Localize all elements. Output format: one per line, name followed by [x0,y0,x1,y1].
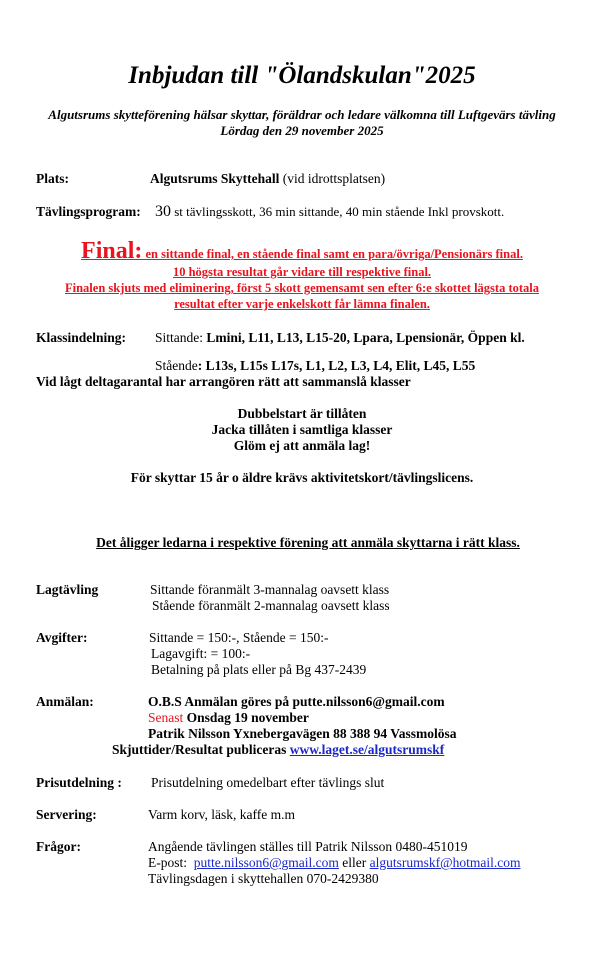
info-line4: För skyttar 15 år o äldre krävs aktivitetskort/tävlingslicens. [130,470,474,485]
results-link[interactable]: www.laget.se/algutsrumskf [289,742,445,757]
lag-line1: Sittande föranmält 3-mannalag oavsett klass [150,582,390,597]
klass-note: Vid lågt deltagarantal har arrangören rätt att sammanslå klasser [36,374,411,389]
avgifter-label: Avgifter: [36,630,88,645]
program-value [155,203,504,221]
avgifter-line1: Sittande = 150:-, Stående = 150:- [149,630,329,645]
email-link-algutsrumskf[interactable]: algutsrumskf@hotmail.com [369,855,521,870]
final-heading: Final: [81,238,143,264]
plats-value [150,171,385,187]
plats-label: Plats: [36,171,69,186]
info-line1: Dubbelstart är tillåten [237,406,367,421]
anmalan-line3: Patrik Nilsson Yxnebergavägen 88 388 94 Vassmolösa [148,726,457,741]
anmalan-line4 [112,742,444,758]
klass-label: Klassindelning: [36,330,127,345]
fragor-label: Frågor: [36,839,81,854]
fragor-line1: Angående tävlingen ställes till Patrik Nilsson 0480-451019 [148,839,468,854]
program-label: Tävlingsprogram: [36,204,141,219]
page-title: Inbjudan till "Ölandskulan"2025 [128,62,476,89]
results-text: Skjuttider/Resultat publiceras [112,742,290,757]
subtitle-date: Lördag den 29 november 2025 [220,123,384,138]
email-link-putte[interactable]: putte.nilsson6@gmail.com [193,855,339,870]
avgifter-line3: Betalning på plats eller på Bg 437-2439 [151,662,367,677]
sittande-classes: Lmini, L11, L13, L15-20, Lpara, Lpensionär, Öppen kl. [206,330,525,345]
program-number: 30 [155,203,171,220]
avgifter-line2: Lagavgift: = 100:- [151,646,251,661]
pris-text: Prisutdelning omedelbart efter tävlings slut [151,775,385,790]
eller-text: eller [338,855,370,870]
plats-name: Algutsrums Skyttehall [150,171,280,186]
fragor-line3: Tävlingsdagen i skyttehallen 070-2429380 [148,871,379,886]
senast-label: Senast [148,710,184,725]
info-line3: Glöm ej att anmäla lag! [233,438,371,453]
final-line2: 10 högsta resultat går vidare till respektive final. [172,265,432,279]
anmalan-line1: O.B.S Anmälan göres på putte.nilsson6@gmail.com [148,694,445,709]
klass-staende [155,358,475,374]
info-line2: Jacka tillåten i samtliga klasser [211,422,393,437]
anmalan-label: Anmälan: [36,694,94,709]
sittande-label: Sittande: [155,330,207,345]
staende-label: Stående [155,358,198,373]
staende-classes: : L13s, L15s L17s, L1, L2, L3, L4, Elit, L45, L55 [197,358,476,373]
anmalan-line2 [148,710,309,726]
anmalan-date: Onsdag 19 november [183,710,309,725]
plats-note: (vid idrottsplatsen) [279,171,386,186]
epost-label: E-post: [148,855,194,870]
subtitle-line1: Algutsrums skytteförening hälsar skyttar, föräldrar och ledare välkomna till Luftgevärs tävling [48,107,556,122]
final-line4: resultat efter varje enkelskott får lämna finalen. [174,297,430,311]
klass-sittande [155,330,525,346]
lag-line2: Stående föranmält 2-mannalag oavsett klass [152,598,390,613]
notice: Det åligger ledarna i respektive förening att anmäla skyttarna i rätt klass. [96,535,520,550]
final-text1: en sittande final, en stående final samt en para/övriga/Pensionärs final. [142,247,523,261]
lag-label: Lagtävling [36,582,99,597]
final-line3: Finalen skjuts med eliminering, först 5 skott gemensamt sen efter 6:e skottet lägsta totala [64,281,539,295]
servering-text: Varm korv, läsk, kaffe m.m [148,807,295,822]
program-text: st tävlingsskott, 36 min sittande, 40 min stående Inkl provskott. [171,204,505,219]
fragor-line2 [148,855,520,871]
servering-label: Servering: [36,807,97,822]
pris-label: Prisutdelning : [36,775,122,790]
final-line1 [0,238,604,265]
